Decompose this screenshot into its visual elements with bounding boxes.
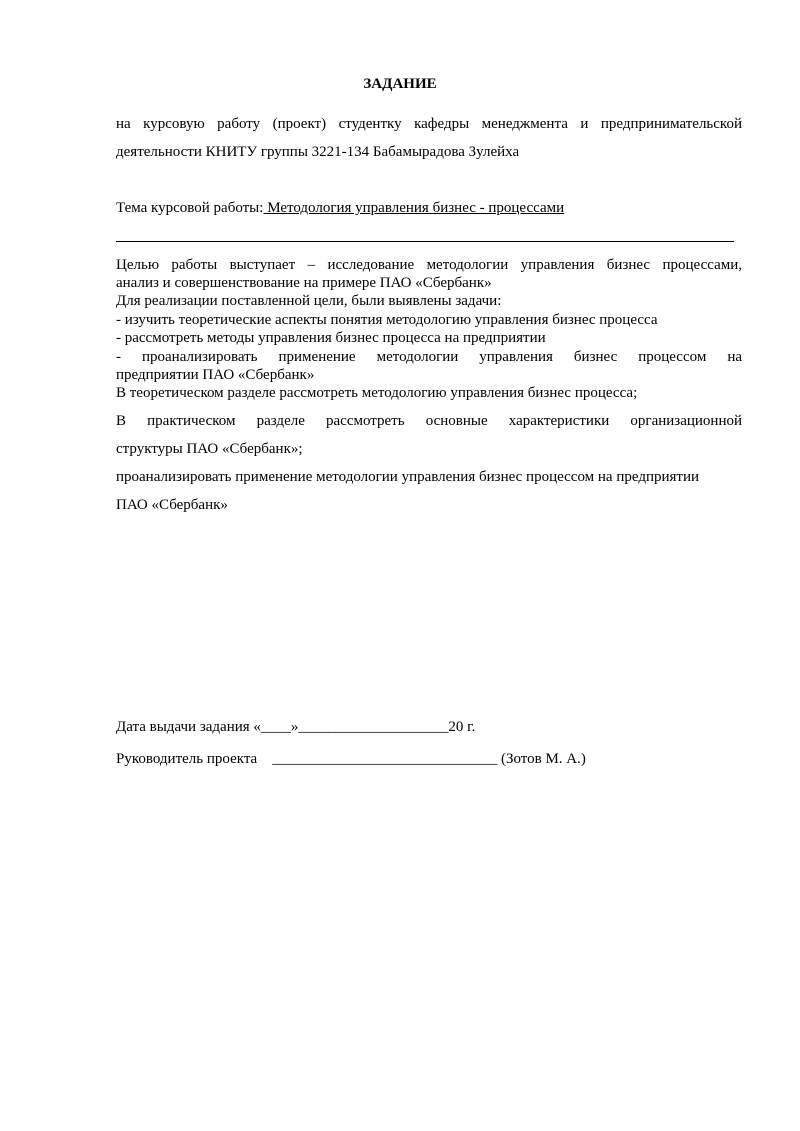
- body-line-2: анализ и совершенствование на примере ПАО «Сбербанк»: [116, 275, 492, 291]
- supervisor-line: [116, 750, 742, 768]
- intro-line-1: на курсовую работу (проект) студентку кафедры менеджмента и предпринимательской: [116, 116, 742, 132]
- body-line-9: В практическом разделе рассмотреть основные характеристики организационной: [116, 413, 742, 429]
- body-line-1: Целью работы выступает – исследование методологии управления бизнес процессами,: [116, 257, 742, 273]
- body-line-8: В теоретическом разделе рассмотреть методологию управления бизнес процесса;: [116, 385, 638, 401]
- body-line-5: - рассмотреть методы управления бизнес процесса на предприятии: [116, 330, 546, 346]
- supervisor-name: (Зотов М. А.): [500, 751, 586, 767]
- intro-line-2: деятельности КНИТУ группы 3221-134 Бабамырадова Зулейха: [116, 144, 520, 160]
- body-line-4: - изучить теоретические аспекты понятия методологию управления бизнес процесса: [116, 312, 658, 328]
- supervisor-signature-blank: ______________________________: [272, 751, 498, 767]
- body-line-12: ПАО «Сбербанк»: [116, 497, 228, 513]
- supervisor-label: Руководитель проекта: [116, 751, 258, 767]
- topic-line: [116, 199, 742, 217]
- body-line-3: Для реализации поставленной цели, были выявлены задачи:: [116, 293, 502, 309]
- page-title: ЗАДАНИЕ: [363, 76, 437, 92]
- issue-date-line: Дата выдачи задания «____»____________________20 г.: [116, 719, 476, 735]
- topic-label: Тема курсовой работы:: [116, 200, 264, 216]
- body-line-6: - проанализировать применение методологии управления бизнес процессом на: [116, 349, 742, 365]
- topic-value: Методология управления бизнес - процессами: [263, 200, 565, 216]
- body-line-10: структуры ПАО «Сбербанк»;: [116, 441, 303, 457]
- body-line-11: проанализировать применение методологии управления бизнес процессом на предприятии: [116, 469, 700, 485]
- topic-underline: [116, 241, 734, 242]
- body-line-7: предприятии ПАО «Сбербанк»: [116, 367, 315, 383]
